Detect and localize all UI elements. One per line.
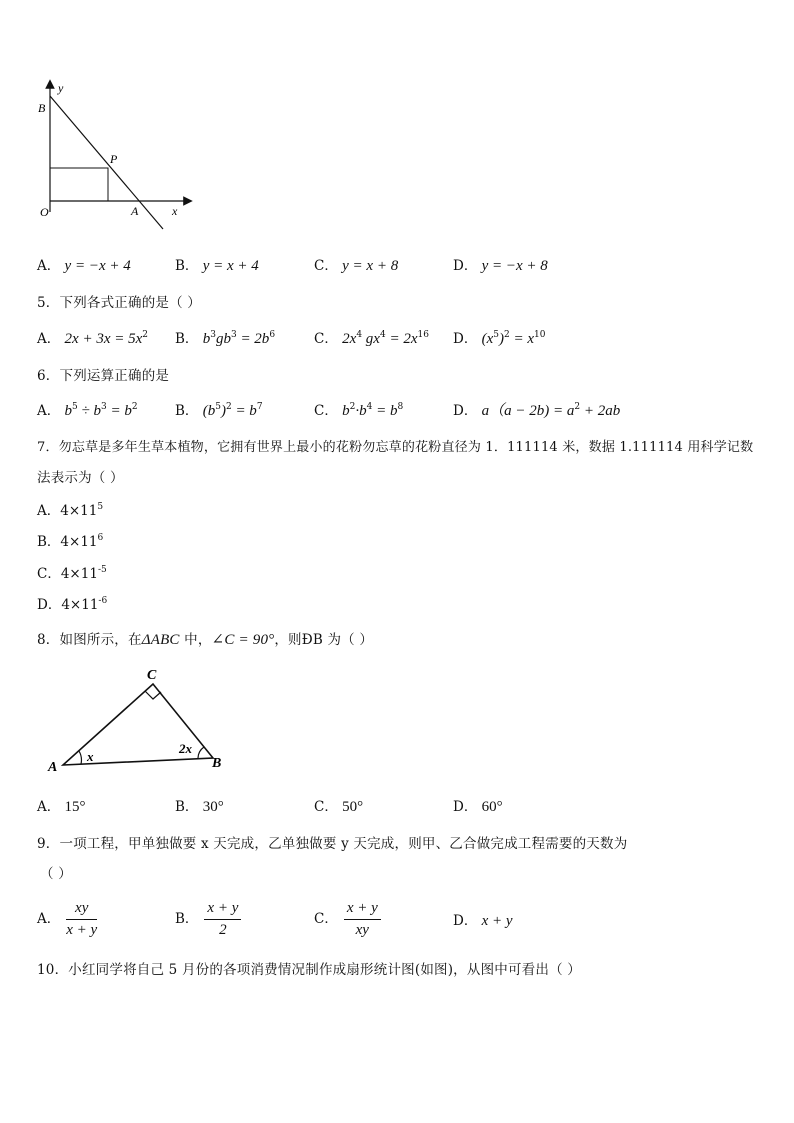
q7-option-a[interactable]: A．$4\times 11^5$	[37, 502, 104, 519]
q5-option-c[interactable]: C． $2x^4$ $gx^4 = 2x^{16}$	[314, 330, 429, 347]
y-axis-label: y	[58, 81, 64, 95]
angle-a-label: x	[87, 749, 94, 764]
q9-stem-line1: 9．一项工程，甲单独做要 x 天完成，乙单独做要 y 天完成，则甲、乙合做完成工程需要的天数为	[37, 836, 628, 852]
q5-option-d[interactable]: D． $(x^5)^2 = x^{10}$	[453, 330, 546, 347]
q8-option-b[interactable]: B． 30°	[175, 799, 224, 815]
q8-option-a[interactable]: A． 15°	[37, 799, 86, 815]
q6-option-a[interactable]: A． $b^5 \div b^3 = b^2$	[37, 402, 138, 419]
vertex-c-label: C	[147, 668, 157, 683]
vertex-b-label: B	[212, 756, 222, 771]
q7-stem-line2: 法表示为（ ）	[37, 470, 124, 486]
point-b-label: B	[38, 101, 46, 115]
q7-option-b[interactable]: B．$4\times 11^6$	[37, 533, 104, 550]
q4-option-a[interactable]: A． y = −x + 4	[37, 258, 131, 274]
q9-option-d[interactable]: D． x + y	[453, 913, 513, 929]
q6-option-c[interactable]: C． $b^2\cdot b^4 = b^8$	[314, 402, 404, 419]
q7-option-c[interactable]: C．$4\times 11^{-5}$	[37, 565, 107, 582]
q4-option-c[interactable]: C． y = x + 8	[314, 258, 399, 274]
angle-b-label: 2x	[179, 741, 192, 756]
q8-option-c[interactable]: C． 50°	[314, 799, 364, 815]
line-graph-figure	[30, 78, 200, 238]
line-ab	[50, 96, 163, 229]
q5-option-b[interactable]: B． $b^3gb^3 = 2b^6$	[175, 330, 276, 347]
q4-option-b[interactable]: B． y = x + 4	[175, 258, 259, 274]
q6-stem: 6．下列运算正确的是	[37, 368, 170, 384]
q5-option-a[interactable]: A． $2x + 3x = 5x^2$	[37, 330, 148, 347]
q5-stem: 5．下列各式正确的是（ ）	[37, 295, 201, 311]
q8-option-d[interactable]: D． 60°	[453, 799, 503, 815]
angle-a-arc	[79, 751, 81, 764]
q4-option-d[interactable]: D． y = −x + 8	[453, 258, 548, 274]
x-axis-label: x	[172, 204, 178, 218]
point-p-label: P	[110, 152, 118, 166]
q6-option-b[interactable]: B． $(b^5)^2 = b^7$	[175, 402, 263, 419]
q9-option-a[interactable]: A． $\frac{xy}{x + y}$	[37, 900, 98, 938]
q9-stem-line2: （ ）	[40, 866, 72, 882]
rectangle-op	[50, 168, 108, 201]
point-a-label: A	[131, 204, 139, 218]
right-angle-mark	[145, 691, 161, 699]
angle-b-arc	[198, 747, 204, 758]
q7-stem-line1: 7．勿忘草是多年生草本植物，它拥有世界上最小的花粉勿忘草的花粉直径为 1．111114 米，数据 1.111114 用科学记数	[37, 440, 754, 455]
origin-label: O	[40, 205, 49, 219]
q9-option-c[interactable]: C． $\frac{x + y}{xy}$	[314, 900, 381, 939]
q6-option-d[interactable]: D． $a(a - 2b) = a^2 + 2ab$	[453, 402, 621, 419]
q9-option-b[interactable]: B． $\frac{x + y}{2}$	[175, 900, 241, 939]
vertex-a-label: A	[48, 760, 58, 775]
q10-stem: 10．小红同学将自己 5 月份的各项消费情况制作成扇形统计图(如图)，从图中可看出（ ）	[37, 962, 581, 978]
q8-stem: 8．如图所示，在ΔABC 中，∠C = 90°，则ÐB 为（ ）	[37, 632, 374, 648]
triangle-figure	[40, 660, 240, 780]
q7-option-d[interactable]: D．$4\times 11^{-6}$	[37, 596, 108, 613]
